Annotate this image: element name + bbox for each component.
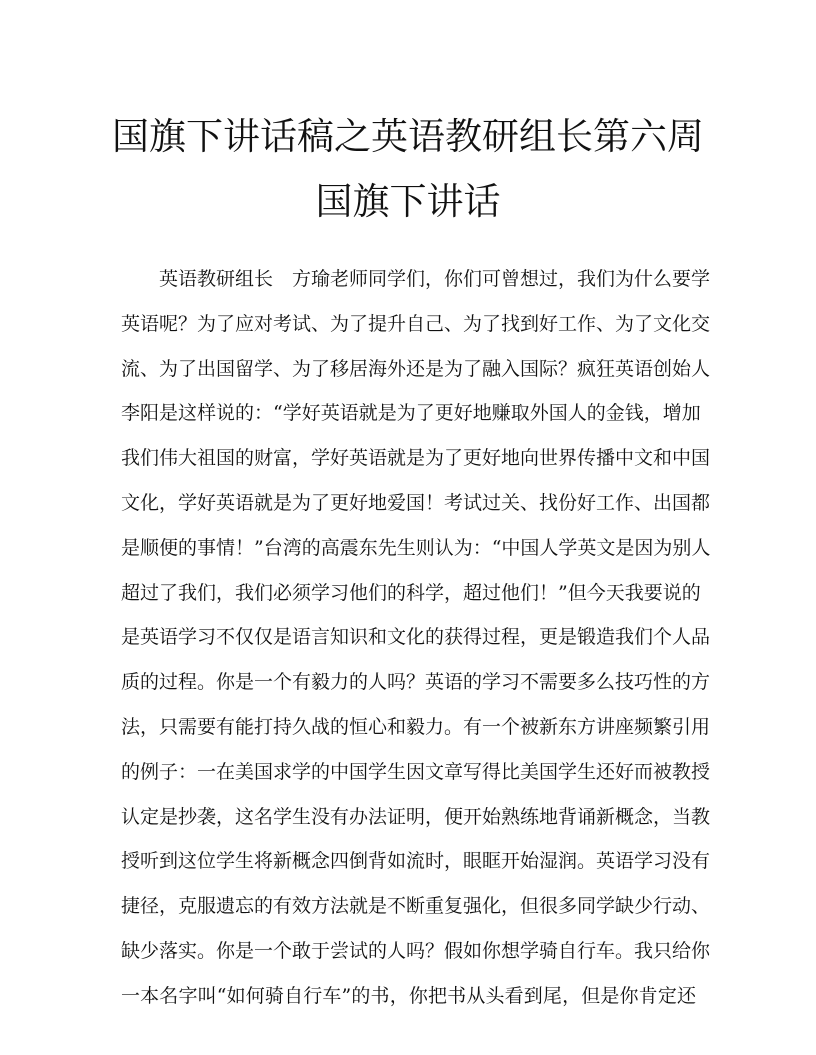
body-line: 授听到这位学生将新概念四倒背如流时，眼眶开始湿润。英语学习没有 [121,850,711,873]
body-line: 法，只需要有能打持久战的恒心和毅力。有一个被新东方讲座频繁引用 [121,715,711,738]
body-line: 一本名字叫“如何骑自行车”的书，你把书从头看到尾，但是你肯定还 [121,984,696,1007]
body-line: 质的过程。你是一个有毅力的人吗？英语的学习不需要多么技巧性的方 [121,671,711,694]
body-line: 李阳是这样说的：“学好英语就是为了更好地赚取外国人的金钱，增加 [121,402,701,425]
document-body [121,257,711,1019]
body-line: 流、为了出国留学、为了移居海外还是为了融入国际？疯狂英语创始人 [121,357,711,380]
body-line: 是顺便的事情！”台湾的高震东先生则认为：“中国人学英文是因为别人 [121,536,711,559]
body-line: 认定是抄袭，这名学生没有办法证明，便开始熟练地背诵新概念，当教 [121,805,711,828]
title-line-2: 国旗下讲话 [315,180,501,223]
body-line: 英语呢？为了应对考试、为了提升自己、为了找到好工作、为了文化交 [121,312,711,335]
body-line: 捷径，克服遗忘的有效方法就是不断重复强化，但很多同学缺少行动、 [121,895,711,918]
body-line: 英语教研组长 方瑜老师同学们，你们可曾想过，我们为什么要学 [159,268,711,290]
body-line: 我们伟大祖国的财富，学好英语就是为了更好地向世界传播中文和中国 [121,447,711,470]
title-line-1: 国旗下讲话稿之英语教研组长第六周 [112,115,704,158]
body-line: 的例子：一在美国求学的中国学生因文章写得比美国学生还好而被教授 [121,760,711,783]
body-line: 超过了我们，我们必须学习他们的科学，超过他们！”但今天我要说的 [121,581,701,604]
body-line: 文化，学好英语就是为了更好地爱国！考试过关、找份好工作、出国都 [121,491,711,514]
body-line: 是英语学习不仅仅是语言知识和文化的获得过程，更是锻造我们个人品 [121,626,711,649]
body-line: 缺少落实。你是一个敢于尝试的人吗？假如你想学骑自行车。我只给你 [121,939,711,962]
document-title [100,104,716,234]
